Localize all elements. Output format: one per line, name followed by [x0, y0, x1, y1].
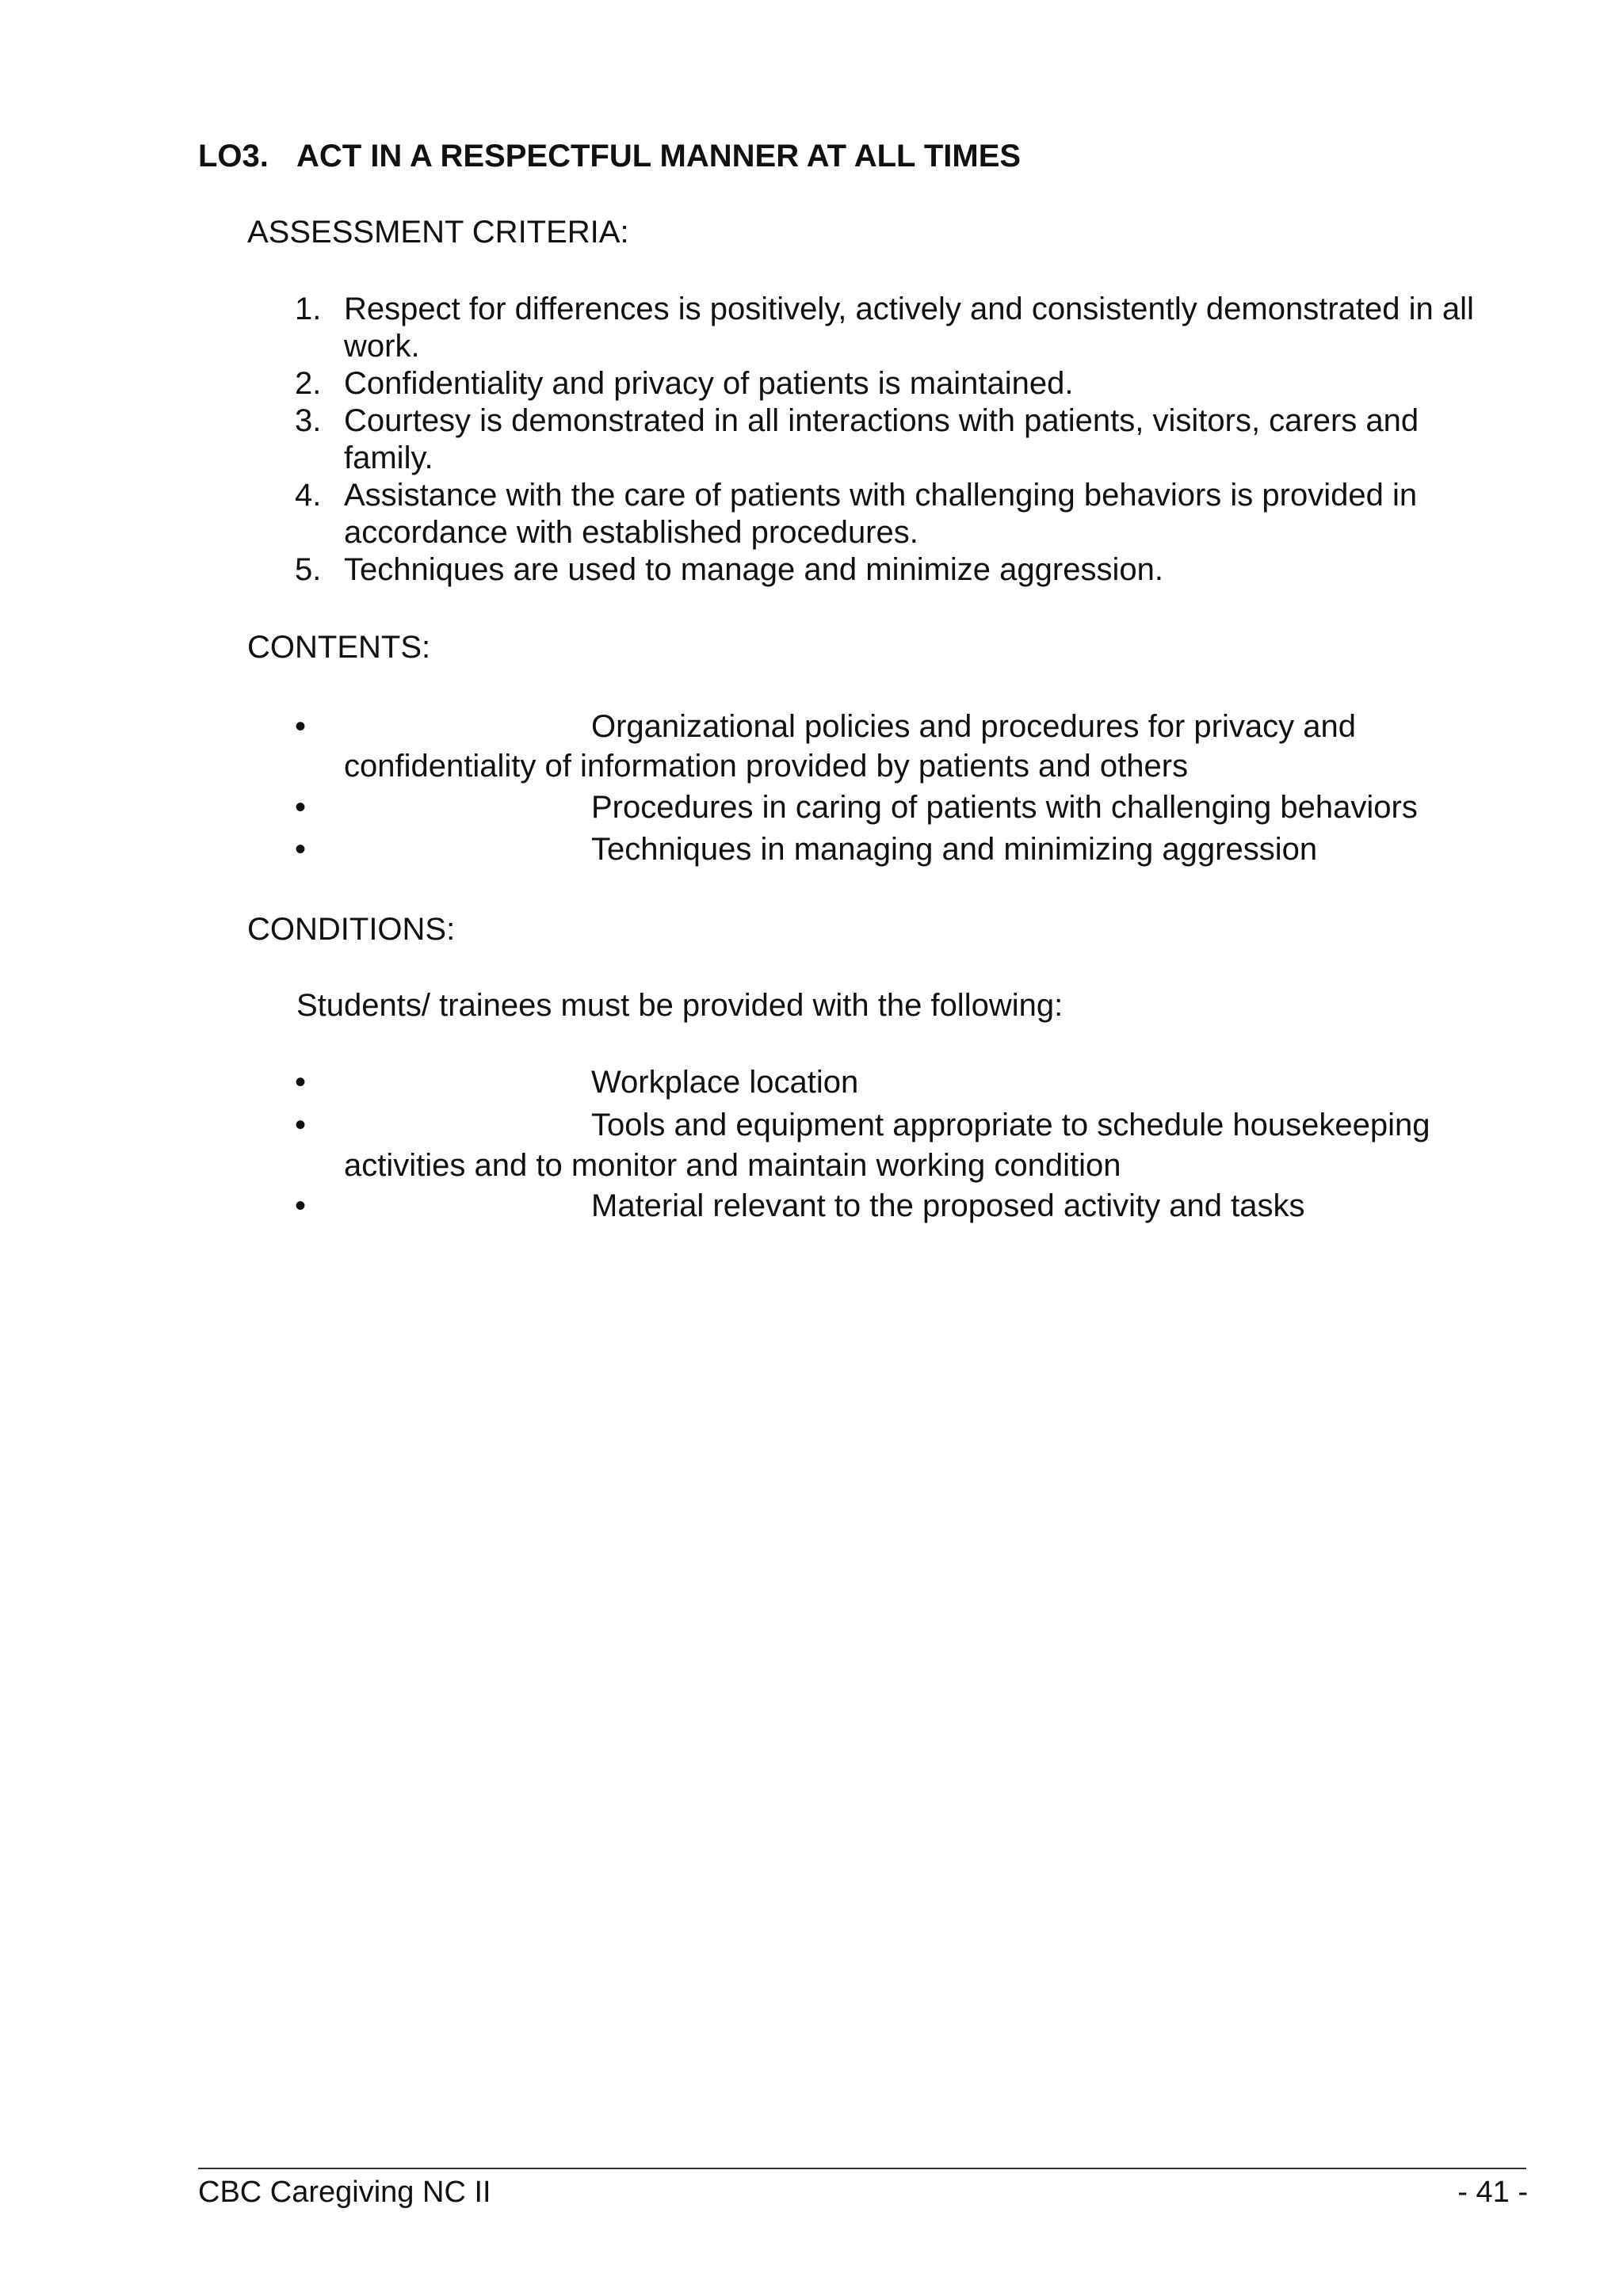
bullet-icon: • [295, 790, 307, 825]
item-text: Procedures in caring of patients with challenging behaviors [591, 790, 1418, 825]
conditions-label: CONDITIONS: [247, 912, 456, 947]
item-text-continued: accordance with established procedures. [344, 515, 918, 550]
item-text-continued: activities and to monitor and maintain working condition [344, 1148, 1121, 1183]
bullet-icon: • [295, 1188, 307, 1223]
item-text: Organizational policies and procedures for privacy and [591, 709, 1356, 744]
item-text: Techniques are used to manage and minimize aggression. [344, 552, 1163, 587]
bullet-icon: • [295, 1065, 307, 1100]
item-number: 4. [295, 478, 322, 513]
item-number: 1. [295, 292, 322, 326]
item-number: 2. [295, 366, 322, 401]
item-text: Courtesy is demonstrated in all interactions with patients, visitors, carers and [344, 403, 1419, 438]
item-text-continued: work. [344, 329, 420, 364]
item-text: Confidentiality and privacy of patients is maintained. [344, 366, 1074, 401]
bullet-icon: • [295, 1108, 307, 1142]
contents-label: CONTENTS: [247, 630, 431, 665]
item-text: Respect for differences is positively, actively and consistently demonstrated in all [344, 292, 1474, 326]
footer-page-number: - 41 - [1457, 2176, 1528, 2209]
conditions-intro: Students/ trainees must be provided with the following: [296, 988, 1064, 1023]
section-heading [198, 138, 1021, 175]
item-text-continued: confidentiality of information provided by patients and others [344, 749, 1189, 784]
item-text: Assistance with the care of patients with challenging behaviors is provided in [344, 478, 1418, 513]
item-text: Workplace location [591, 1065, 859, 1100]
learning-outcome-title: ACT IN A RESPECTFUL MANNER AT ALL TIMES [296, 139, 1022, 174]
assessment-criteria-label: ASSESSMENT CRITERIA: [247, 215, 629, 250]
item-text: Techniques in managing and minimizing aggression [591, 832, 1318, 867]
item-text: Tools and equipment appropriate to schedule housekeeping [591, 1108, 1430, 1142]
item-text: Material relevant to the proposed activity and tasks [591, 1188, 1305, 1223]
footer-document-title: CBC Caregiving NC II [198, 2176, 491, 2209]
item-text-continued: family. [344, 441, 433, 475]
item-number: 3. [295, 403, 322, 438]
footer-divider [198, 2168, 1526, 2169]
learning-outcome-code: LO3. [198, 139, 269, 174]
item-number: 5. [295, 552, 322, 587]
bullet-icon: • [295, 832, 307, 867]
bullet-icon: • [295, 709, 307, 744]
